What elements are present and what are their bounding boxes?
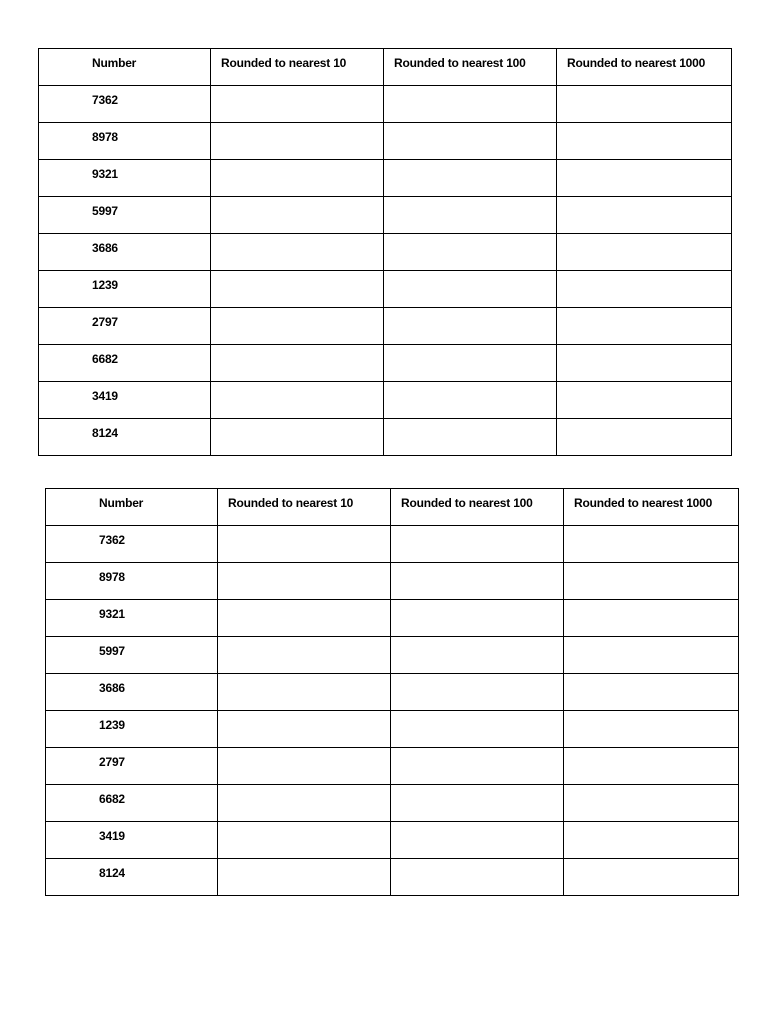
number-cell: 8978	[39, 123, 211, 160]
number-cell: 2797	[39, 308, 211, 345]
answer-cell-nearest-100[interactable]	[384, 345, 557, 382]
table-row	[39, 382, 732, 419]
number-cell: 3419	[46, 822, 218, 859]
answer-cell-nearest-100[interactable]	[384, 160, 557, 197]
answer-cell-nearest-10[interactable]	[211, 382, 384, 419]
answer-cell-nearest-10[interactable]	[218, 785, 391, 822]
answer-cell-nearest-1000[interactable]	[564, 785, 739, 822]
answer-cell-nearest-100[interactable]	[391, 637, 564, 674]
answer-cell-nearest-100[interactable]	[391, 526, 564, 563]
answer-cell-nearest-1000[interactable]	[564, 748, 739, 785]
answer-cell-nearest-10[interactable]	[218, 637, 391, 674]
answer-cell-nearest-10[interactable]	[211, 345, 384, 382]
answer-cell-nearest-1000[interactable]	[564, 674, 739, 711]
nearest-10-header: Rounded to nearest 10	[218, 489, 391, 526]
answer-cell-nearest-100[interactable]	[391, 748, 564, 785]
answer-cell-nearest-1000[interactable]	[557, 345, 732, 382]
answer-cell-nearest-1000[interactable]	[557, 197, 732, 234]
number-cell: 3686	[46, 674, 218, 711]
answer-cell-nearest-1000[interactable]	[564, 563, 739, 600]
number-cell: 6682	[46, 785, 218, 822]
answer-cell-nearest-10[interactable]	[211, 123, 384, 160]
table-row	[39, 197, 732, 234]
answer-cell-nearest-10[interactable]	[218, 822, 391, 859]
answer-cell-nearest-1000[interactable]	[557, 123, 732, 160]
rounding-table-top	[38, 48, 732, 456]
answer-cell-nearest-1000[interactable]	[564, 600, 739, 637]
table-row	[46, 563, 739, 600]
number-cell: 8124	[46, 859, 218, 896]
number-cell: 7362	[46, 526, 218, 563]
answer-cell-nearest-10[interactable]	[218, 600, 391, 637]
answer-cell-nearest-10[interactable]	[211, 308, 384, 345]
number-cell: 8124	[39, 419, 211, 456]
header-row	[39, 49, 732, 86]
answer-cell-nearest-10[interactable]	[211, 197, 384, 234]
answer-cell-nearest-10[interactable]	[211, 419, 384, 456]
number-cell: 3419	[39, 382, 211, 419]
answer-cell-nearest-10[interactable]	[218, 674, 391, 711]
answer-cell-nearest-10[interactable]	[211, 160, 384, 197]
answer-cell-nearest-100[interactable]	[384, 308, 557, 345]
answer-cell-nearest-1000[interactable]	[564, 711, 739, 748]
number-cell: 1239	[39, 271, 211, 308]
number-cell: 6682	[39, 345, 211, 382]
number-cell: 5997	[46, 637, 218, 674]
table-row	[39, 234, 732, 271]
answer-cell-nearest-1000[interactable]	[564, 637, 739, 674]
table-row	[39, 123, 732, 160]
answer-cell-nearest-10[interactable]	[211, 86, 384, 123]
nearest-100-header: Rounded to nearest 100	[384, 49, 557, 86]
table-body	[46, 526, 739, 896]
nearest-100-header: Rounded to nearest 100	[391, 489, 564, 526]
answer-cell-nearest-10[interactable]	[218, 711, 391, 748]
nearest-10-header: Rounded to nearest 10	[211, 49, 384, 86]
answer-cell-nearest-100[interactable]	[384, 234, 557, 271]
table-row	[46, 711, 739, 748]
number-cell: 9321	[46, 600, 218, 637]
nearest-1000-header: Rounded to nearest 1000	[564, 489, 739, 526]
number-cell: 7362	[39, 86, 211, 123]
answer-cell-nearest-100[interactable]	[384, 271, 557, 308]
number-header: Number	[39, 49, 211, 86]
answer-cell-nearest-100[interactable]	[384, 86, 557, 123]
table-row	[39, 271, 732, 308]
table-row	[39, 419, 732, 456]
answer-cell-nearest-1000[interactable]	[564, 859, 739, 896]
answer-cell-nearest-10[interactable]	[218, 563, 391, 600]
number-cell: 5997	[39, 197, 211, 234]
answer-cell-nearest-100[interactable]	[384, 382, 557, 419]
answer-cell-nearest-10[interactable]	[218, 748, 391, 785]
answer-cell-nearest-100[interactable]	[391, 785, 564, 822]
answer-cell-nearest-1000[interactable]	[557, 382, 732, 419]
answer-cell-nearest-100[interactable]	[391, 563, 564, 600]
table-row	[46, 637, 739, 674]
number-header: Number	[46, 489, 218, 526]
rounding-table-bottom	[45, 488, 739, 896]
answer-cell-nearest-1000[interactable]	[564, 822, 739, 859]
answer-cell-nearest-100[interactable]	[391, 859, 564, 896]
number-cell: 9321	[39, 160, 211, 197]
answer-cell-nearest-100[interactable]	[391, 600, 564, 637]
answer-cell-nearest-10[interactable]	[211, 271, 384, 308]
table-row	[39, 86, 732, 123]
table-row	[39, 345, 732, 382]
answer-cell-nearest-1000[interactable]	[557, 271, 732, 308]
table-row	[46, 785, 739, 822]
answer-cell-nearest-1000[interactable]	[557, 86, 732, 123]
answer-cell-nearest-10[interactable]	[218, 859, 391, 896]
table-row	[46, 600, 739, 637]
answer-cell-nearest-100[interactable]	[391, 674, 564, 711]
table-row	[46, 674, 739, 711]
table-body	[39, 86, 732, 456]
answer-cell-nearest-1000[interactable]	[557, 160, 732, 197]
number-cell: 3686	[39, 234, 211, 271]
answer-cell-nearest-1000[interactable]	[557, 234, 732, 271]
table-row	[46, 859, 739, 896]
table-row	[46, 526, 739, 563]
answer-cell-nearest-10[interactable]	[211, 234, 384, 271]
answer-cell-nearest-1000[interactable]	[557, 419, 732, 456]
answer-cell-nearest-100[interactable]	[384, 123, 557, 160]
number-cell: 1239	[46, 711, 218, 748]
answer-cell-nearest-100[interactable]	[384, 197, 557, 234]
header-row	[46, 489, 739, 526]
answer-cell-nearest-100[interactable]	[391, 822, 564, 859]
answer-cell-nearest-100[interactable]	[391, 711, 564, 748]
table-row	[39, 308, 732, 345]
table-row	[39, 160, 732, 197]
answer-cell-nearest-100[interactable]	[384, 419, 557, 456]
number-cell: 2797	[46, 748, 218, 785]
table-row	[46, 822, 739, 859]
number-cell: 8978	[46, 563, 218, 600]
table-row	[46, 748, 739, 785]
answer-cell-nearest-1000[interactable]	[564, 526, 739, 563]
answer-cell-nearest-10[interactable]	[218, 526, 391, 563]
nearest-1000-header: Rounded to nearest 1000	[557, 49, 732, 86]
answer-cell-nearest-1000[interactable]	[557, 308, 732, 345]
